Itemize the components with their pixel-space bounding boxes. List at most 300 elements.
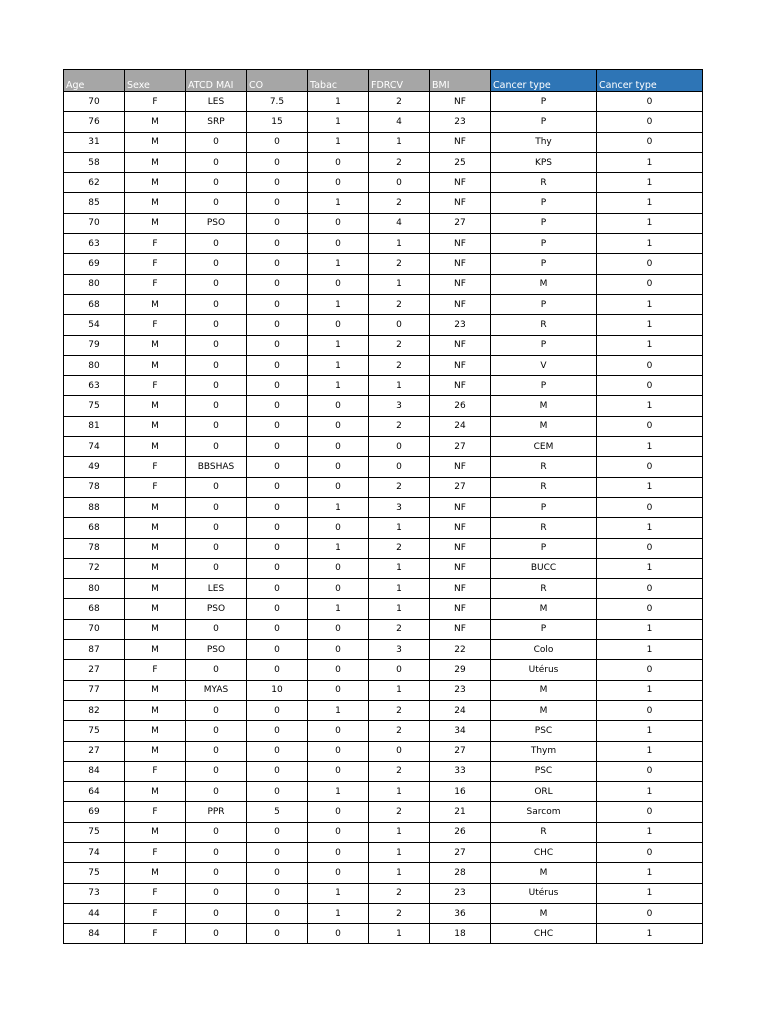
cell-atcd-mai: 0 (186, 132, 247, 152)
cell-co: 0 (247, 193, 308, 213)
cell-bmi: NF (430, 376, 491, 396)
cell-atcd-mai: 0 (186, 903, 247, 923)
cell-cancer-type-2: 1 (597, 152, 703, 172)
cell-bmi: NF (430, 599, 491, 619)
table-row (64, 660, 703, 680)
cell-cancer-type: P (491, 193, 597, 213)
cell-tabac: 0 (308, 518, 369, 538)
cell-sexe: M (125, 152, 186, 172)
cell-cancer-type-2: 0 (597, 903, 703, 923)
cell-cancer-type-2: 1 (597, 213, 703, 233)
cell-fdrcv: 1 (369, 132, 430, 152)
cell-co: 0 (247, 863, 308, 883)
cell-cancer-type: M (491, 396, 597, 416)
table-row (64, 355, 703, 375)
table-row (64, 396, 703, 416)
cell-cancer-type: CHC (491, 842, 597, 862)
cell-cancer-type-2: 0 (597, 579, 703, 599)
table-row (64, 335, 703, 355)
table-row (64, 538, 703, 558)
cell-bmi: 23 (430, 315, 491, 335)
cell-bmi: 23 (430, 883, 491, 903)
cell-atcd-mai: 0 (186, 315, 247, 335)
cell-bmi: 22 (430, 640, 491, 660)
cell-age: 70 (64, 213, 125, 233)
cell-atcd-mai: 0 (186, 274, 247, 294)
cell-co: 0 (247, 416, 308, 436)
cell-cancer-type-2: 1 (597, 477, 703, 497)
cell-age: 31 (64, 132, 125, 152)
cell-cancer-type-2: 0 (597, 92, 703, 112)
cell-bmi: 26 (430, 822, 491, 842)
header-row (64, 70, 703, 92)
table-row (64, 599, 703, 619)
cell-sexe: M (125, 700, 186, 720)
cell-sexe: F (125, 254, 186, 274)
cell-co: 0 (247, 518, 308, 538)
cell-bmi: 33 (430, 761, 491, 781)
cell-sexe: M (125, 741, 186, 761)
cell-sexe: F (125, 660, 186, 680)
cell-fdrcv: 0 (369, 741, 430, 761)
cell-age: 74 (64, 437, 125, 457)
cell-sexe: F (125, 92, 186, 112)
cell-fdrcv: 1 (369, 599, 430, 619)
cell-co: 0 (247, 396, 308, 416)
cell-fdrcv: 1 (369, 822, 430, 842)
cell-atcd-mai: 0 (186, 924, 247, 944)
table-row (64, 842, 703, 862)
cell-co: 0 (247, 579, 308, 599)
header-cancer-type: Cancer type (491, 70, 597, 92)
cell-co: 0 (247, 700, 308, 720)
cell-sexe: M (125, 619, 186, 639)
cell-co: 0 (247, 173, 308, 193)
table-row (64, 924, 703, 944)
cell-age: 73 (64, 883, 125, 903)
cell-bmi: 18 (430, 924, 491, 944)
cell-tabac: 0 (308, 924, 369, 944)
cell-cancer-type: P (491, 294, 597, 314)
cell-cancer-type-2: 0 (597, 355, 703, 375)
cell-fdrcv: 2 (369, 92, 430, 112)
cell-age: 69 (64, 802, 125, 822)
table-row (64, 376, 703, 396)
cell-age: 70 (64, 92, 125, 112)
cell-co: 0 (247, 558, 308, 578)
cell-atcd-mai: 0 (186, 518, 247, 538)
table-row (64, 274, 703, 294)
cell-sexe: M (125, 437, 186, 457)
cell-tabac: 0 (308, 863, 369, 883)
cell-sexe: M (125, 640, 186, 660)
cell-atcd-mai: 0 (186, 355, 247, 375)
table-row (64, 497, 703, 517)
cell-sexe: M (125, 294, 186, 314)
cell-cancer-type-2: 0 (597, 254, 703, 274)
cell-co: 0 (247, 660, 308, 680)
cell-age: 63 (64, 234, 125, 254)
cell-sexe: M (125, 112, 186, 132)
cell-cancer-type-2: 1 (597, 518, 703, 538)
cell-cancer-type-2: 1 (597, 782, 703, 802)
cell-atcd-mai: PSO (186, 640, 247, 660)
cell-cancer-type: M (491, 599, 597, 619)
cell-bmi: NF (430, 518, 491, 538)
cell-cancer-type: ORL (491, 782, 597, 802)
cell-bmi: NF (430, 274, 491, 294)
cell-fdrcv: 4 (369, 112, 430, 132)
cell-tabac: 1 (308, 700, 369, 720)
table-row (64, 437, 703, 457)
cell-sexe: F (125, 802, 186, 822)
cell-bmi: NF (430, 234, 491, 254)
cell-cancer-type: R (491, 822, 597, 842)
cell-sexe: M (125, 863, 186, 883)
cell-atcd-mai: 0 (186, 822, 247, 842)
cell-cancer-type: Thy (491, 132, 597, 152)
cell-tabac: 0 (308, 558, 369, 578)
table-row (64, 640, 703, 660)
cell-fdrcv: 0 (369, 315, 430, 335)
cell-fdrcv: 2 (369, 477, 430, 497)
cell-sexe: M (125, 599, 186, 619)
cell-bmi: NF (430, 579, 491, 599)
cell-atcd-mai: PPR (186, 802, 247, 822)
cell-age: 69 (64, 254, 125, 274)
header-co: CO (247, 70, 308, 92)
cell-cancer-type: PSC (491, 761, 597, 781)
cell-age: 75 (64, 822, 125, 842)
cell-cancer-type-2: 1 (597, 863, 703, 883)
cell-cancer-type: P (491, 619, 597, 639)
cell-sexe: M (125, 558, 186, 578)
cell-bmi: NF (430, 193, 491, 213)
cell-fdrcv: 3 (369, 396, 430, 416)
cell-bmi: NF (430, 558, 491, 578)
cell-tabac: 0 (308, 741, 369, 761)
cell-co: 0 (247, 132, 308, 152)
cell-tabac: 0 (308, 416, 369, 436)
cell-atcd-mai: 0 (186, 883, 247, 903)
cell-tabac: 0 (308, 396, 369, 416)
cell-sexe: M (125, 822, 186, 842)
cell-cancer-type: CEM (491, 437, 597, 457)
cell-sexe: M (125, 193, 186, 213)
cell-co: 0 (247, 274, 308, 294)
cell-fdrcv: 0 (369, 437, 430, 457)
cell-fdrcv: 2 (369, 619, 430, 639)
cell-co: 0 (247, 822, 308, 842)
cell-cancer-type-2: 0 (597, 842, 703, 862)
cell-co: 0 (247, 497, 308, 517)
cell-cancer-type-2: 1 (597, 294, 703, 314)
table-row (64, 822, 703, 842)
cell-fdrcv: 2 (369, 335, 430, 355)
cell-age: 81 (64, 416, 125, 436)
header-age: Age (64, 70, 125, 92)
cell-age: 75 (64, 396, 125, 416)
cell-cancer-type-2: 1 (597, 234, 703, 254)
cell-bmi: 26 (430, 396, 491, 416)
cell-cancer-type-2: 1 (597, 619, 703, 639)
cell-co: 0 (247, 213, 308, 233)
cell-atcd-mai: 0 (186, 294, 247, 314)
cell-bmi: 21 (430, 802, 491, 822)
cell-atcd-mai: 0 (186, 497, 247, 517)
cell-bmi: 25 (430, 152, 491, 172)
cell-fdrcv: 1 (369, 558, 430, 578)
table-row (64, 619, 703, 639)
cell-bmi: NF (430, 457, 491, 477)
cell-bmi: 27 (430, 477, 491, 497)
cell-age: 62 (64, 173, 125, 193)
cell-atcd-mai: SRP (186, 112, 247, 132)
cell-atcd-mai: 0 (186, 152, 247, 172)
cell-age: 84 (64, 761, 125, 781)
cell-co: 0 (247, 599, 308, 619)
cell-age: 64 (64, 782, 125, 802)
cell-fdrcv: 0 (369, 660, 430, 680)
cell-cancer-type-2: 0 (597, 376, 703, 396)
cell-tabac: 1 (308, 903, 369, 923)
cell-fdrcv: 1 (369, 376, 430, 396)
table-row (64, 700, 703, 720)
cell-co: 0 (247, 477, 308, 497)
cell-fdrcv: 2 (369, 193, 430, 213)
cell-tabac: 0 (308, 640, 369, 660)
table-row (64, 558, 703, 578)
table-row (64, 477, 703, 497)
cell-cancer-type: Utérus (491, 660, 597, 680)
cell-tabac: 0 (308, 173, 369, 193)
cell-atcd-mai: 0 (186, 721, 247, 741)
cell-tabac: 1 (308, 132, 369, 152)
cell-age: 58 (64, 152, 125, 172)
cell-atcd-mai: 0 (186, 619, 247, 639)
cell-co: 0 (247, 335, 308, 355)
cell-tabac: 1 (308, 376, 369, 396)
cell-cancer-type: M (491, 680, 597, 700)
cell-age: 54 (64, 315, 125, 335)
cell-tabac: 0 (308, 619, 369, 639)
cell-bmi: NF (430, 294, 491, 314)
cell-cancer-type-2: 0 (597, 538, 703, 558)
cell-tabac: 1 (308, 112, 369, 132)
cell-sexe: F (125, 315, 186, 335)
cell-tabac: 1 (308, 335, 369, 355)
cell-sexe: F (125, 883, 186, 903)
cell-atcd-mai: 0 (186, 700, 247, 720)
cell-cancer-type-2: 1 (597, 437, 703, 457)
cell-atcd-mai: PSO (186, 599, 247, 619)
cell-atcd-mai: 0 (186, 376, 247, 396)
cell-sexe: M (125, 213, 186, 233)
table-row (64, 680, 703, 700)
cell-bmi: NF (430, 497, 491, 517)
cell-cancer-type: PSC (491, 721, 597, 741)
cell-tabac: 0 (308, 822, 369, 842)
cell-fdrcv: 3 (369, 497, 430, 517)
cell-age: 49 (64, 457, 125, 477)
cell-atcd-mai: 0 (186, 254, 247, 274)
cell-tabac: 1 (308, 355, 369, 375)
header-sexe: Sexe (125, 70, 186, 92)
cell-co: 0 (247, 538, 308, 558)
cell-tabac: 1 (308, 193, 369, 213)
cell-bmi: 28 (430, 863, 491, 883)
cell-co: 0 (247, 741, 308, 761)
cell-age: 27 (64, 741, 125, 761)
cell-cancer-type: P (491, 92, 597, 112)
cell-bmi: 34 (430, 721, 491, 741)
cell-cancer-type-2: 0 (597, 457, 703, 477)
cell-cancer-type: CHC (491, 924, 597, 944)
cell-cancer-type-2: 0 (597, 416, 703, 436)
cell-atcd-mai: 0 (186, 335, 247, 355)
cell-fdrcv: 2 (369, 883, 430, 903)
cell-cancer-type-2: 1 (597, 680, 703, 700)
cell-cancer-type-2: 1 (597, 396, 703, 416)
cell-cancer-type: P (491, 497, 597, 517)
header-tabac: Tabac (308, 70, 369, 92)
cell-tabac: 0 (308, 802, 369, 822)
table-row (64, 315, 703, 335)
cell-cancer-type: P (491, 234, 597, 254)
cell-sexe: M (125, 538, 186, 558)
cell-fdrcv: 1 (369, 924, 430, 944)
cell-atcd-mai: 0 (186, 660, 247, 680)
cell-bmi: 29 (430, 660, 491, 680)
cell-tabac: 0 (308, 213, 369, 233)
cell-age: 27 (64, 660, 125, 680)
cell-bmi: NF (430, 355, 491, 375)
cell-age: 88 (64, 497, 125, 517)
cell-cancer-type-2: 0 (597, 700, 703, 720)
cell-co: 0 (247, 761, 308, 781)
cell-tabac: 0 (308, 660, 369, 680)
cell-age: 80 (64, 274, 125, 294)
cell-atcd-mai: 0 (186, 416, 247, 436)
cell-cancer-type-2: 1 (597, 741, 703, 761)
cell-atcd-mai: 0 (186, 741, 247, 761)
cell-cancer-type-2: 0 (597, 660, 703, 680)
cell-age: 87 (64, 640, 125, 660)
cell-co: 0 (247, 294, 308, 314)
table-row (64, 152, 703, 172)
header-atcd-mai: ATCD MAI (186, 70, 247, 92)
cell-cancer-type: BUCC (491, 558, 597, 578)
cell-age: 84 (64, 924, 125, 944)
cell-atcd-mai: 0 (186, 396, 247, 416)
cell-age: 74 (64, 842, 125, 862)
cell-bmi: 24 (430, 700, 491, 720)
cell-cancer-type: Thym (491, 741, 597, 761)
table-row (64, 721, 703, 741)
table-row (64, 457, 703, 477)
cell-fdrcv: 2 (369, 416, 430, 436)
table-row (64, 254, 703, 274)
table-body (64, 92, 703, 944)
cell-tabac: 1 (308, 254, 369, 274)
cell-age: 44 (64, 903, 125, 923)
cell-cancer-type: R (491, 457, 597, 477)
table-row (64, 132, 703, 152)
cell-atcd-mai: BBSHAS (186, 457, 247, 477)
table-row (64, 863, 703, 883)
cell-bmi: 36 (430, 903, 491, 923)
cell-cancer-type-2: 1 (597, 315, 703, 335)
cell-tabac: 1 (308, 782, 369, 802)
cell-fdrcv: 4 (369, 213, 430, 233)
cell-sexe: M (125, 132, 186, 152)
cell-tabac: 0 (308, 152, 369, 172)
cell-co: 0 (247, 883, 308, 903)
cell-co: 5 (247, 802, 308, 822)
cell-sexe: M (125, 497, 186, 517)
cell-sexe: M (125, 416, 186, 436)
cell-sexe: M (125, 721, 186, 741)
table-row (64, 92, 703, 112)
table-row (64, 883, 703, 903)
cell-tabac: 0 (308, 842, 369, 862)
cell-age: 80 (64, 579, 125, 599)
cell-fdrcv: 2 (369, 903, 430, 923)
cell-fdrcv: 0 (369, 457, 430, 477)
cell-co: 0 (247, 376, 308, 396)
table-row (64, 761, 703, 781)
cell-bmi: NF (430, 132, 491, 152)
cell-cancer-type: M (491, 274, 597, 294)
cell-sexe: F (125, 274, 186, 294)
cell-bmi: NF (430, 173, 491, 193)
cell-tabac: 1 (308, 497, 369, 517)
cell-atcd-mai: 0 (186, 538, 247, 558)
cell-sexe: F (125, 234, 186, 254)
cell-cancer-type-2: 1 (597, 721, 703, 741)
cell-fdrcv: 2 (369, 294, 430, 314)
cell-cancer-type: Utérus (491, 883, 597, 903)
cell-cancer-type: M (491, 416, 597, 436)
cell-atcd-mai: 0 (186, 193, 247, 213)
cell-bmi: NF (430, 254, 491, 274)
cell-fdrcv: 1 (369, 842, 430, 862)
cell-cancer-type: P (491, 213, 597, 233)
cell-fdrcv: 2 (369, 802, 430, 822)
cell-bmi: 27 (430, 741, 491, 761)
cell-tabac: 0 (308, 437, 369, 457)
header-fdrcv: FDRCV (369, 70, 430, 92)
cell-tabac: 1 (308, 883, 369, 903)
cell-co: 0 (247, 721, 308, 741)
cell-fdrcv: 1 (369, 863, 430, 883)
cell-co: 0 (247, 782, 308, 802)
cell-fdrcv: 2 (369, 721, 430, 741)
cell-atcd-mai: 0 (186, 558, 247, 578)
cell-bmi: 16 (430, 782, 491, 802)
cell-age: 68 (64, 518, 125, 538)
cell-fdrcv: 2 (369, 355, 430, 375)
cell-fdrcv: 1 (369, 782, 430, 802)
cell-atcd-mai: MYAS (186, 680, 247, 700)
cell-cancer-type-2: 0 (597, 802, 703, 822)
cell-co: 15 (247, 112, 308, 132)
cell-fdrcv: 0 (369, 173, 430, 193)
cell-sexe: F (125, 924, 186, 944)
cell-cancer-type: R (491, 173, 597, 193)
cell-age: 76 (64, 112, 125, 132)
cell-cancer-type: KPS (491, 152, 597, 172)
